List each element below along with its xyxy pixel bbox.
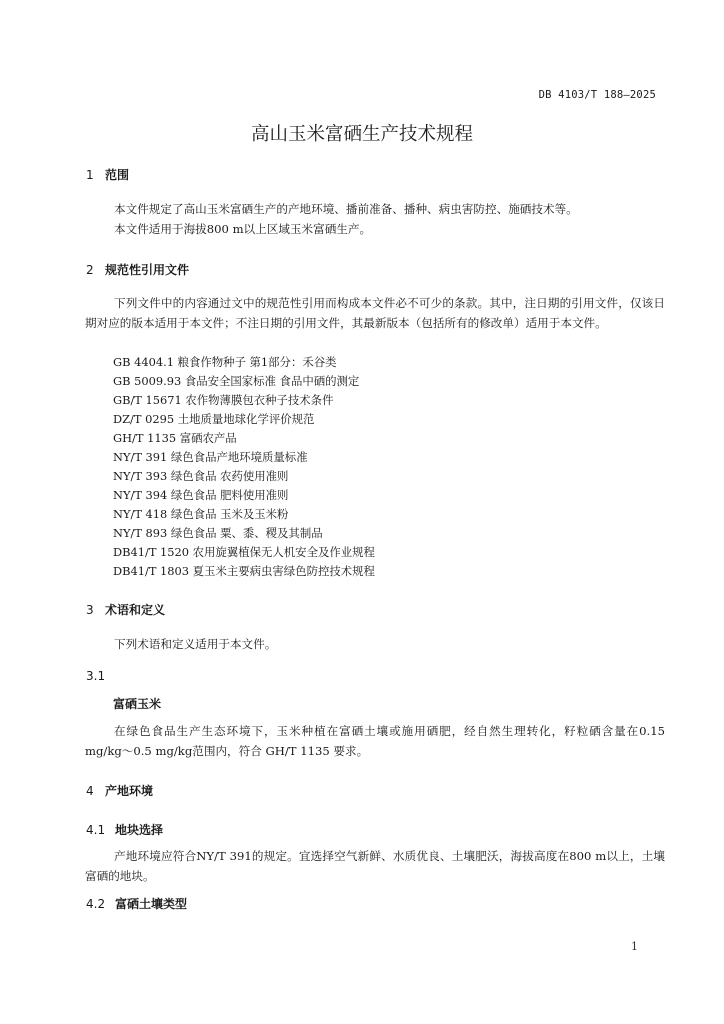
section-2-number: 2: [86, 263, 94, 277]
scope-paragraph-2: 本文件适用于海拔800 m以上区域玉米富硒生产。: [114, 222, 372, 236]
document-number: DB 4103/T 188—2025: [538, 89, 656, 101]
section-3-number: 3: [86, 603, 94, 617]
document-title: 高山玉米富硒生产技术规程: [250, 124, 473, 145]
page-number: 1: [631, 940, 638, 953]
reference-item: GB 5009.93 食品安全国家标准 食品中硒的测定: [113, 374, 360, 388]
normative-references-intro: 下列文件中的内容通过文中的规范性引用而构成本文件必不可少的条款。其中，注日期的引用文件，仅该日期对应的版本适用于本文件；不注日期的引用文件，其最新版本（包括所有的修改单）适用于本文件。: [85, 296, 665, 330]
term-name: 富硒玉米: [113, 697, 162, 711]
term-definition: 在绿色食品生产生态环境下，玉米种植在富硒土壤或施用硒肥，经自然生理转化，籽粒硒含量在0.15 mg/kg～0.5 mg/kg范围内，符合 GH/T 1135 要求。: [85, 724, 665, 758]
subsection-4-1-number: 4.1: [86, 823, 106, 837]
subsection-4-2-heading: [86, 895, 187, 912]
section-1-title: 范围: [105, 168, 130, 182]
reference-item: GH/T 1135 富硒农产品: [113, 431, 237, 445]
section-1-heading: [86, 166, 129, 183]
terms-intro: 下列术语和定义适用于本文件。: [114, 637, 277, 651]
reference-item: NY/T 394 绿色食品 肥料使用准则: [113, 488, 289, 502]
reference-item: NY/T 893 绿色食品 粟、黍、稷及其制品: [113, 526, 323, 540]
section-2-heading: [86, 261, 189, 278]
site-selection-paragraph: 产地环境应符合NY/T 391的规定。宜选择空气新鲜、水质优良、土壤肥沃，海拔高度在800 m以上，土壤富硒的地块。: [85, 849, 665, 883]
subsection-4-2-title: 富硒土壤类型: [115, 897, 188, 911]
section-1-number: 1: [86, 168, 94, 182]
section-2-title: 规范性引用文件: [105, 263, 190, 277]
subsection-4-1-title: 地块选择: [115, 823, 164, 837]
section-3-title: 术语和定义: [105, 603, 166, 617]
reference-item: NY/T 418 绿色食品 玉米及玉米粉: [113, 507, 289, 521]
reference-item: NY/T 393 绿色食品 农药使用准则: [113, 469, 289, 483]
section-3-heading: [86, 601, 165, 618]
section-4-title: 产地环境: [105, 784, 154, 798]
reference-item: DB41/T 1803 夏玉米主要病虫害绿色防控技术规程: [113, 564, 375, 578]
section-4-heading: [86, 782, 153, 799]
subsection-4-1-heading: [86, 821, 163, 838]
reference-item: DZ/T 0295 土地质量地球化学评价规范: [113, 412, 315, 426]
section-4-number: 4: [86, 784, 94, 798]
reference-item: DB41/T 1520 农用旋翼植保无人机安全及作业规程: [113, 545, 375, 559]
reference-item: GB 4404.1 粮食作物种子 第1部分：禾谷类: [113, 355, 337, 369]
reference-item: GB/T 15671 农作物薄膜包衣种子技术条件: [113, 393, 334, 407]
scope-paragraph-1: 本文件规定了高山玉米富硒生产的产地环境、播前准备、播种、病虫害防控、施硒技术等。: [114, 202, 578, 216]
subsection-4-2-number: 4.2: [86, 897, 106, 911]
reference-item: NY/T 391 绿色食品产地环境质量标准: [113, 450, 308, 464]
term-number: 3.1: [86, 669, 106, 683]
